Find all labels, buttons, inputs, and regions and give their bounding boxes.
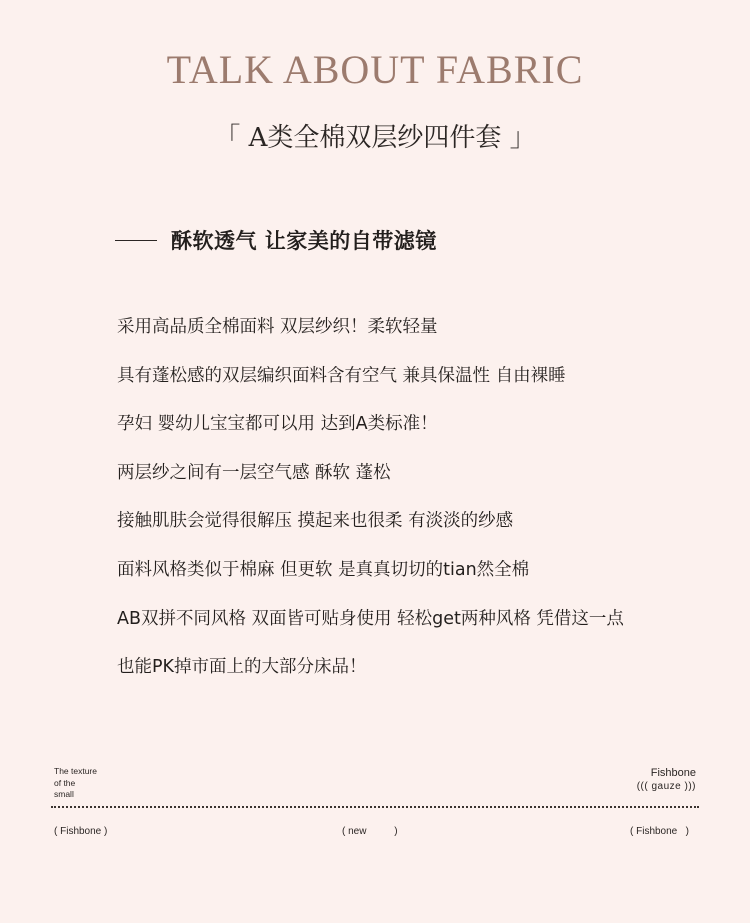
feature-description-list xyxy=(117,305,717,694)
description-line: 接触肌肤会觉得很解压 摸起来也很柔 有淡淡的纱感 xyxy=(117,511,514,532)
footer-brand-block xyxy=(637,766,696,794)
section-heading-text: 酥软透气 让家美的自带滤镜 xyxy=(171,229,437,253)
subtitle-close-bracket: 」 xyxy=(509,123,536,153)
footer-note-line: small xyxy=(54,789,74,799)
footer-bottom-left: ( Fishbone ) xyxy=(54,826,108,837)
subtitle-open-bracket: 「 xyxy=(214,123,241,153)
footer-bottom-right: ( Fishbone ) xyxy=(630,826,689,837)
description-line: 具有蓬松感的双层编织面料含有空气 兼具保温性 自由裸睡 xyxy=(117,365,566,386)
footer-brand-sub: ((( gauze ))) xyxy=(636,781,696,792)
description-line: 面料风格类似于棉麻 但更软 是真真切切的tian然全棉 xyxy=(117,559,530,580)
footer-bottom-center: ( new ) xyxy=(342,826,398,837)
description-line: 采用高品质全棉面料 双层纱织！柔软轻量 xyxy=(117,317,438,337)
description-line: 也能PK掉市面上的大部分床品！ xyxy=(117,657,367,678)
footer-note-line: of the xyxy=(54,777,76,788)
dotted-divider xyxy=(51,806,699,808)
page-title: TALK ABOUT FABRIC xyxy=(166,47,584,92)
description-line: 孕妇 婴幼儿宝宝都可以用 达到A类标准！ xyxy=(117,414,438,435)
description-line: 两层纱之间有一层空气感 酥软 蓬松 xyxy=(117,462,391,483)
footer-note-line: The texture xyxy=(54,766,97,776)
footer-texture-note xyxy=(54,766,97,801)
section-heading xyxy=(115,222,437,258)
footer-brand-name: Fishbone xyxy=(650,767,696,779)
subtitle-text: A类全棉双层纱四件套 xyxy=(240,123,510,153)
heading-dash-divider xyxy=(115,240,157,241)
product-subtitle xyxy=(0,118,750,158)
description-line: AB双拼不同风格 双面皆可贴身使用 轻松get两种风格 凭借这一点 xyxy=(117,608,624,629)
